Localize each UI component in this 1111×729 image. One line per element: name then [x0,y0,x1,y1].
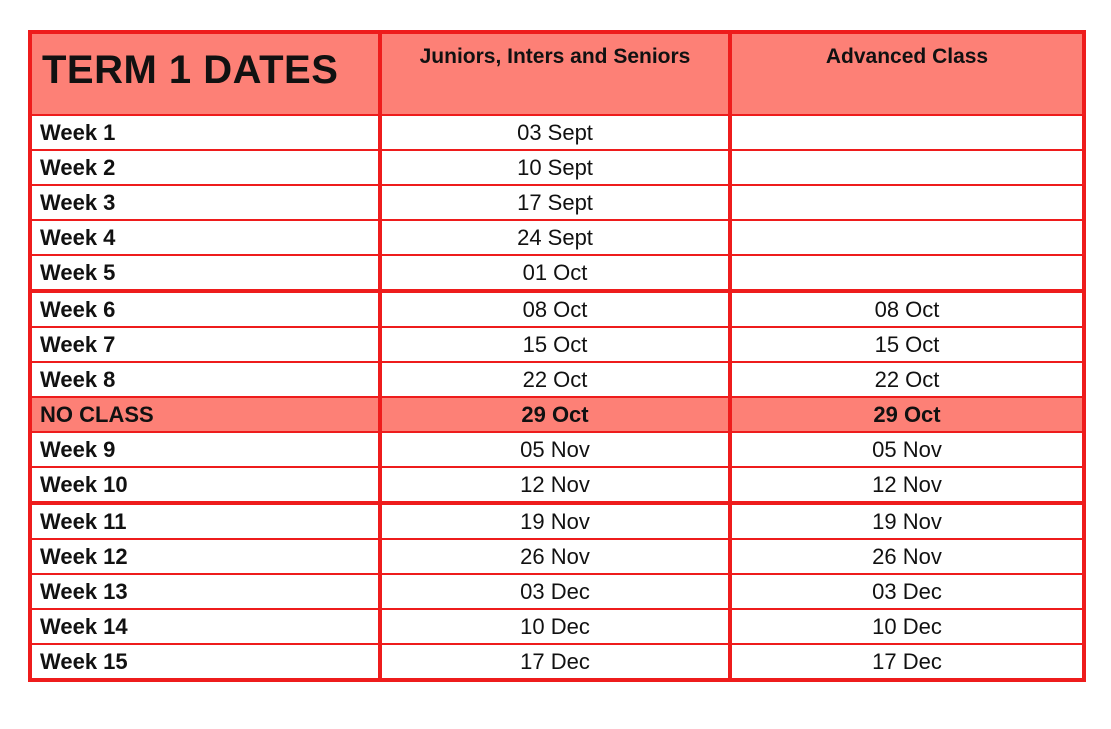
juniors-date: 26 Nov [380,539,730,574]
table-row [30,327,1084,362]
column-header-juniors: Juniors, Inters and Seniors [380,32,730,115]
column-header-advanced: Advanced Class [730,32,1084,115]
week-label: Week 3 [30,185,380,220]
advanced-date: 10 Dec [730,609,1084,644]
juniors-date: 10 Dec [380,609,730,644]
table-row [30,574,1084,609]
week-label: Week 8 [30,362,380,397]
juniors-date: 15 Oct [380,327,730,362]
table-row [30,255,1084,291]
week-label: Week 11 [30,503,380,539]
table-row [30,644,1084,680]
advanced-date: 19 Nov [730,503,1084,539]
juniors-date: 03 Sept [380,115,730,150]
week-label: Week 9 [30,432,380,467]
week-label: Week 12 [30,539,380,574]
table-row [30,362,1084,397]
advanced-date: 15 Oct [730,327,1084,362]
table-row [30,291,1084,327]
advanced-date [730,220,1084,255]
advanced-date: 08 Oct [730,291,1084,327]
table-row [30,220,1084,255]
advanced-date [730,115,1084,150]
juniors-date: 17 Dec [380,644,730,680]
advanced-date [730,185,1084,220]
advanced-date: 22 Oct [730,362,1084,397]
advanced-date: 17 Dec [730,644,1084,680]
advanced-date: 03 Dec [730,574,1084,609]
table-row [30,432,1084,467]
juniors-date: 17 Sept [380,185,730,220]
table-row [30,539,1084,574]
week-label: Week 2 [30,150,380,185]
juniors-date: 08 Oct [380,291,730,327]
advanced-date: 26 Nov [730,539,1084,574]
table-title: TERM 1 DATES [30,32,380,115]
no-class-row [30,397,1084,432]
juniors-date: 03 Dec [380,574,730,609]
week-label: Week 14 [30,609,380,644]
week-label: Week 10 [30,467,380,503]
juniors-date: 22 Oct [380,362,730,397]
juniors-date: 01 Oct [380,255,730,291]
advanced-date: 05 Nov [730,432,1084,467]
advanced-date: 29 Oct [730,397,1084,432]
advanced-date [730,255,1084,291]
table-row [30,609,1084,644]
table-row [30,185,1084,220]
header-row [30,32,1084,115]
week-label: NO CLASS [30,397,380,432]
advanced-date [730,150,1084,185]
week-label: Week 7 [30,327,380,362]
week-label: Week 4 [30,220,380,255]
table-row [30,150,1084,185]
juniors-date: 10 Sept [380,150,730,185]
week-label: Week 15 [30,644,380,680]
week-label: Week 5 [30,255,380,291]
juniors-date: 24 Sept [380,220,730,255]
week-label: Week 6 [30,291,380,327]
term-dates-table-wrapper [28,30,1082,682]
juniors-date: 19 Nov [380,503,730,539]
table-row [30,115,1084,150]
juniors-date: 29 Oct [380,397,730,432]
term-dates-table [28,30,1086,682]
juniors-date: 12 Nov [380,467,730,503]
advanced-date: 12 Nov [730,467,1084,503]
juniors-date: 05 Nov [380,432,730,467]
week-label: Week 13 [30,574,380,609]
table-row [30,503,1084,539]
week-label: Week 1 [30,115,380,150]
table-row [30,467,1084,503]
